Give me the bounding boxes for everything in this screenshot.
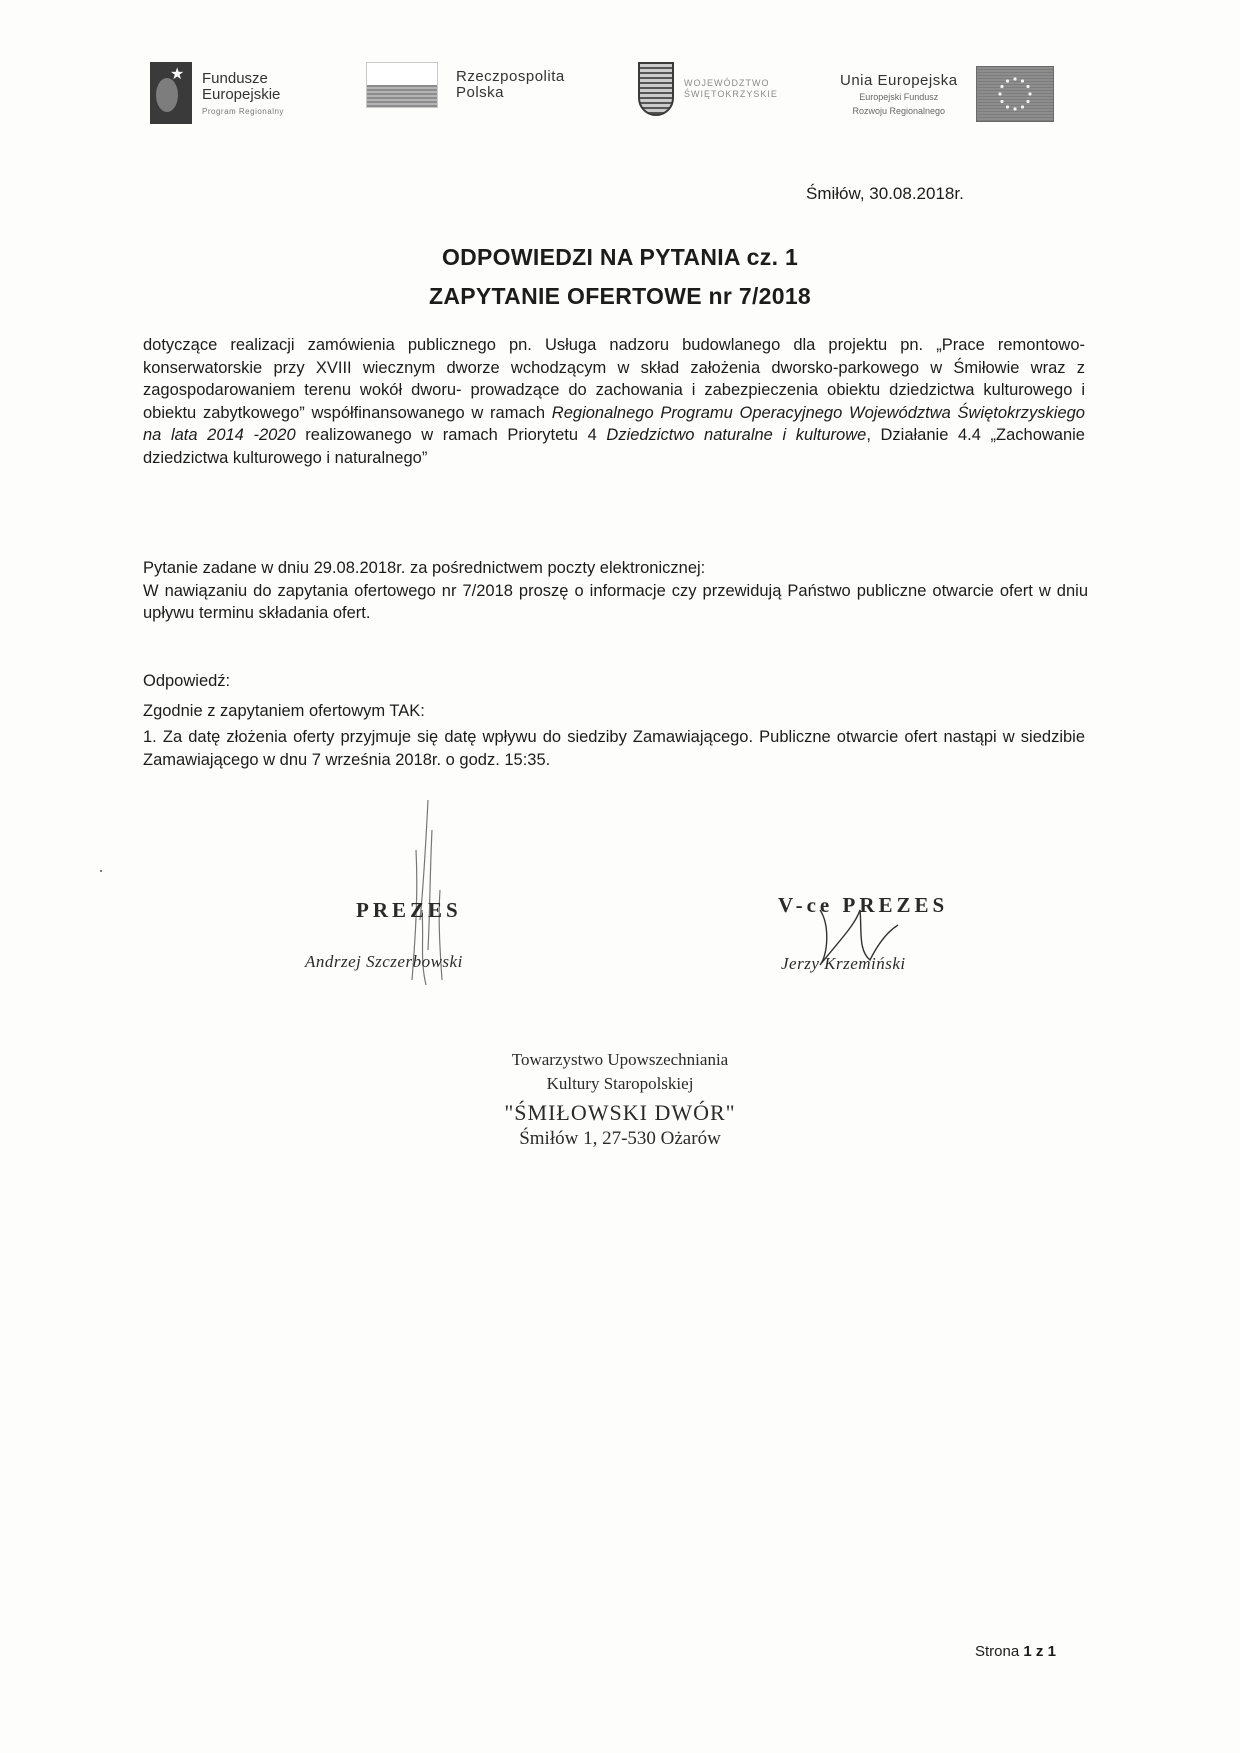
intro-paragraph bbox=[143, 334, 1085, 469]
org-stamp-line4: Śmiłów 1, 27-530 Ożarów bbox=[519, 1128, 721, 1149]
page-number bbox=[975, 1643, 1056, 1660]
stamp-right-name: Jerzy Krzemiński bbox=[781, 954, 906, 973]
stamp-right-title: V-ce PREZES bbox=[778, 893, 949, 917]
logo-fundusze-europejskie bbox=[150, 62, 284, 124]
question-text: W nawiązaniu do zapytania ofertowego nr 7/2018 proszę o informacje czy przewidują Państwo publiczne otwarcie ofert w dniu upływu terminu składania ofert. bbox=[143, 581, 1088, 622]
logo-ws-line2: ŚWIĘTOKRZYSKIE bbox=[684, 89, 778, 99]
answer-text: 1. Za datę złożenia oferty przyjmuje się datę wpływu do siedziby Zamawiającego. Publiczne otwarcie ofert nastąpi w siedzibie Zamawiającego w dnu 7 września 2018r. o godz. 15:35. bbox=[143, 728, 1085, 769]
scan-speck bbox=[100, 870, 102, 872]
logo-unia-europejska bbox=[840, 66, 1054, 122]
document-title: ODPOWIEDZI NA PYTANIA cz. 1 bbox=[441, 244, 799, 270]
polish-flag-icon bbox=[366, 62, 438, 108]
intro-text-a: dotyczące realizacji zamówienia publicznego pn. Usługa nadzoru budowlanego dla projektu pn. „Prace remontowo-konserwatorskie przy XVIII wiecznym dworze wchodzącym w skład założenia dworsko-parkowego w Śmiłowie wraz z zagospodarowaniem terenu wokół dworu- prowadzące do zachowania i zabezpieczenia obiektu dziedzictwa kulturowego i obiektu zabytkowego” współfinansowanego w ramach bbox=[143, 336, 1085, 422]
logo-rzeczpospolita bbox=[366, 62, 565, 108]
page-number-prefix: Strona bbox=[975, 1643, 1024, 1660]
fundusze-europejskie-icon bbox=[150, 62, 192, 124]
logo-fe-line1: Fundusze bbox=[202, 69, 268, 87]
header-logos bbox=[150, 62, 1080, 152]
question-paragraph bbox=[143, 557, 1088, 625]
eu-flag-icon bbox=[976, 66, 1054, 122]
logo-rp-line2: Polska bbox=[456, 84, 505, 101]
stamp-left-name: Andrzej Szczerbowski bbox=[305, 952, 463, 971]
intro-text-c: realizowanego w ramach Priorytetu 4 bbox=[295, 426, 607, 444]
answer-lead: Zgodnie z zapytaniem ofertowym TAK: bbox=[143, 701, 425, 720]
answer-header: Odpowiedź: bbox=[143, 672, 231, 690]
intro-program-name: Regionalnego Programu Operacyjnego Województwa Świętokrzyskiego na lata 2014 -2020 bbox=[143, 403, 1085, 444]
logo-fe-sub: Program Regionalny bbox=[202, 106, 284, 116]
coat-of-arms-icon bbox=[638, 62, 674, 116]
intro-priority-name: Dziedzictwo naturalne i kulturowe bbox=[606, 426, 867, 444]
logo-ws-line1: WOJEWÓDZTWO bbox=[684, 78, 770, 88]
org-stamp-line3: "ŚMIŁOWSKI DWÓR" bbox=[504, 1100, 736, 1125]
answer-paragraph bbox=[143, 670, 1085, 771]
page-number-sep: z bbox=[1031, 1643, 1048, 1660]
page-number-current: 1 bbox=[1023, 1643, 1032, 1660]
stamp-left-title: PREZES bbox=[356, 898, 462, 922]
question-header: Pytanie zadane w dniu 29.08.2018r. za pośrednictwem poczty elektronicznej: bbox=[143, 559, 706, 577]
intro-text-e: , Działanie 4.4 „Zachowanie dziedzictwa kulturowego i naturalnego” bbox=[143, 426, 1085, 467]
logo-eu-sub2: Rozwoju Regionalnego bbox=[852, 105, 946, 116]
logo-eu-line1: Unia Europejska bbox=[840, 71, 958, 89]
document-date: Śmiłów, 30.08.2018r. bbox=[806, 184, 964, 203]
page-number-total: 1 bbox=[1047, 1643, 1056, 1660]
logo-fe-line2: Europejskie bbox=[202, 85, 281, 103]
logo-eu-sub1: Europejski Fundusz bbox=[859, 91, 939, 102]
org-stamp-line2: Kultury Staropolskiej bbox=[546, 1074, 694, 1093]
document-subtitle: ZAPYTANIE OFERTOWE nr 7/2018 bbox=[428, 283, 811, 309]
org-stamp-line1: Towarzystwo Upowszechniania bbox=[511, 1050, 729, 1069]
logo-wojewodztwo bbox=[638, 62, 778, 116]
logo-rp-line1: Rzeczpospolita bbox=[456, 68, 565, 85]
